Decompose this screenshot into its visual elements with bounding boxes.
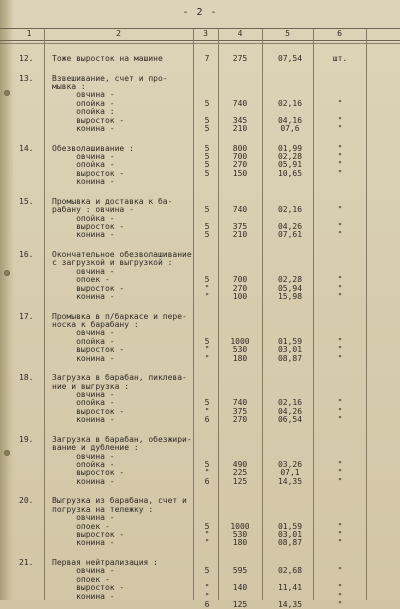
cell-col5: 10,65: [277, 168, 303, 178]
cell-col5: 07,6: [280, 124, 300, 133]
cell-col6: ": [337, 283, 343, 293]
column-divider: [262, 28, 263, 600]
cell-col4: 530: [232, 345, 248, 355]
cell-col4: 180: [232, 538, 248, 548]
cell-col5: 14,35: [277, 600, 303, 609]
operation-text: погрузка на тележку :: [52, 504, 154, 514]
cell-col6: шт.: [332, 54, 348, 63]
cell-col5: 01,59: [277, 521, 303, 531]
cell-col4: 800: [232, 143, 248, 153]
header-rule-double: [0, 43, 400, 44]
cell-col4: 1000: [230, 521, 250, 531]
cell-col6: ": [337, 168, 343, 178]
cell-col6: ": [337, 583, 343, 593]
operation-text: опойка -: [52, 460, 115, 469]
cell-col6: ": [337, 222, 343, 231]
column-header: 5: [285, 29, 290, 38]
operation-text: мывка :: [52, 82, 86, 91]
operation-text: овчина -: [52, 266, 115, 276]
cell-col3: 5: [204, 521, 210, 531]
operation-text: конина -: [52, 230, 115, 240]
cell-col5: 01,99: [277, 143, 303, 153]
row-number: 13.: [19, 73, 34, 83]
cell-col6: ": [337, 406, 343, 416]
operation-text: конина -: [52, 292, 115, 301]
cell-col3: 5: [204, 168, 210, 178]
cell-col6: ": [337, 115, 343, 125]
cell-col3: 5: [204, 275, 210, 285]
operation-text: опоек -: [52, 574, 110, 584]
operation-text: конина -: [52, 591, 115, 601]
cell-col3: 5: [204, 230, 210, 240]
column-header: 3: [203, 29, 208, 38]
cell-col3: 7: [204, 54, 210, 63]
cell-col6: ": [337, 160, 343, 170]
column-divider: [218, 28, 219, 600]
cell-col6: ": [337, 468, 343, 478]
cell-col3: 5: [204, 222, 210, 231]
cell-col6: ": [337, 398, 343, 408]
cell-col4: 490: [232, 460, 248, 469]
cell-col6: ": [337, 124, 343, 133]
column-header: 2: [116, 29, 121, 38]
operation-text: выросток -: [52, 468, 125, 478]
operation-text: Выгрузка из барабана, счет и: [52, 496, 187, 506]
cell-col5: 02,68: [277, 566, 303, 576]
operation-text: выросток -: [52, 530, 125, 539]
column-divider: [366, 28, 367, 600]
cell-col3: ": [204, 538, 210, 548]
cell-col6: ": [337, 152, 343, 161]
cell-col5: 04,26: [277, 222, 303, 231]
operation-text: опойка :: [52, 107, 115, 117]
cell-col5: 07,61: [277, 230, 303, 240]
punch-hole: [4, 270, 10, 276]
cell-col4: 125: [232, 600, 248, 609]
cell-col6: ": [337, 566, 343, 576]
cell-col4: 225: [232, 468, 248, 478]
cell-col3: 6: [204, 600, 210, 609]
column-header: 1: [26, 29, 32, 38]
cell-col4: 530: [232, 530, 248, 539]
operation-text: овчина -: [52, 451, 115, 461]
cell-col6: ": [337, 143, 343, 153]
cell-col6: ": [337, 353, 343, 363]
column-divider: [313, 28, 314, 600]
cell-col3: ": [204, 591, 210, 601]
row-number: 20.: [19, 496, 34, 506]
row-number: 15.: [19, 196, 34, 206]
operation-text: опоек -: [52, 275, 110, 285]
operation-text: выросток -: [52, 406, 125, 416]
cell-col3: 6: [204, 415, 210, 425]
cell-col3: 5: [204, 124, 210, 133]
cell-col5: 08,87: [277, 353, 303, 363]
cell-col6: ": [337, 591, 343, 601]
operation-text: опоек -: [52, 521, 110, 531]
cell-col3: 5: [204, 566, 210, 576]
operation-text: конина -: [52, 476, 115, 486]
cell-col5: 02,16: [277, 205, 303, 215]
column-divider: [44, 28, 45, 600]
operation-text: опойка -: [52, 213, 115, 223]
punch-hole: [4, 450, 10, 456]
cell-col3: ": [204, 406, 210, 416]
operation-text: Промывка в п/баркасе и пере-: [52, 311, 187, 321]
cell-col4: 1000: [230, 336, 250, 346]
operation-text: Загрузка в барабан, пиклева-: [52, 373, 187, 383]
cell-col5: 05,94: [277, 283, 303, 293]
operation-text: опойка -: [52, 98, 115, 108]
operation-text: конина -: [52, 353, 115, 363]
operation-text: опойка -: [52, 336, 115, 346]
cell-col4: 375: [232, 406, 248, 416]
cell-col3: 5: [204, 143, 210, 153]
row-number: 14.: [19, 143, 34, 153]
cell-col6: ": [337, 521, 343, 531]
operation-text: носка к барабану :: [52, 320, 139, 329]
cell-col4: 740: [232, 98, 248, 108]
cell-col3: ": [204, 292, 210, 301]
operation-text: Промывка и доставка к ба-: [52, 196, 173, 206]
cell-col3: ": [204, 353, 210, 363]
cell-col4: 125: [232, 476, 248, 486]
cell-col6: ": [337, 275, 343, 285]
operation-text: Тоже выросток на машине: [52, 54, 163, 63]
cell-col5: 07,1: [280, 468, 300, 478]
cell-col6: ": [337, 336, 343, 346]
cell-col3: 5: [204, 115, 210, 125]
cell-col6: ": [337, 345, 343, 355]
cell-col3: 5: [204, 336, 210, 346]
cell-col5: 04,16: [277, 115, 303, 125]
operation-text: конина -: [52, 124, 115, 133]
cell-col3: 5: [204, 160, 210, 170]
row-number: 21.: [19, 558, 34, 567]
row-number: 12.: [19, 54, 34, 63]
operation-text: выросток -: [52, 583, 125, 593]
cell-col3: 5: [204, 460, 210, 469]
cell-col4: 595: [232, 566, 248, 576]
operation-text: конина -: [52, 177, 115, 187]
operation-text: ние и выгрузка :: [52, 381, 130, 391]
operation-text: Окончательное обезволашивание: [52, 250, 192, 259]
cell-col4: 740: [232, 205, 248, 215]
operation-text: рабану : овчина -: [52, 205, 134, 215]
cell-col4: 270: [232, 160, 248, 170]
cell-col4: 270: [232, 283, 248, 293]
operation-text: выросток -: [52, 345, 125, 355]
cell-col6: ": [337, 98, 343, 108]
column-header: 4: [237, 29, 243, 38]
cell-col5: 02,28: [277, 152, 303, 161]
cell-col6: ": [337, 205, 343, 215]
cell-col4: 700: [232, 275, 248, 285]
cell-col5: 02,28: [277, 275, 303, 285]
operation-text: выросток -: [52, 168, 125, 178]
operation-text: конина -: [52, 538, 115, 548]
operation-text: выросток -: [52, 115, 125, 125]
operation-text: выросток -: [52, 283, 125, 293]
cell-col4: 100: [232, 292, 248, 301]
cell-col3: ": [204, 468, 210, 478]
cell-col5: 02,16: [277, 98, 303, 108]
operation-text: конина -: [52, 415, 115, 425]
operation-text: Первая нейтрализация :: [52, 558, 158, 567]
row-number: 18.: [19, 373, 34, 383]
operation-text: опойка -: [52, 398, 115, 408]
cell-col4: 180: [232, 353, 248, 363]
cell-col4: 275: [232, 54, 248, 63]
cell-col5: 03,26: [277, 460, 303, 469]
operation-text: овчина -: [52, 152, 115, 161]
cell-col3: ": [204, 583, 210, 593]
column-header: 6: [337, 29, 342, 38]
cell-col3: 5: [204, 98, 210, 108]
cell-col4: 140: [232, 583, 248, 593]
cell-col6: ": [337, 292, 343, 301]
punch-hole: [4, 90, 10, 96]
cell-col3: 5: [204, 205, 210, 215]
cell-col5: 02,16: [277, 398, 303, 408]
header-rule: [0, 40, 400, 41]
operation-text: овчина -: [52, 328, 115, 338]
cell-col4: 345: [232, 115, 248, 125]
operation-text: овчина -: [52, 390, 115, 399]
cell-col6: ": [337, 476, 343, 486]
cell-col5: 06,54: [277, 415, 303, 425]
cell-col4: 270: [232, 415, 248, 425]
cell-col5: 08,87: [277, 538, 303, 548]
cell-col3: 5: [204, 398, 210, 408]
operation-text: выросток -: [52, 222, 125, 231]
cell-col3: ": [204, 345, 210, 355]
cell-col6: ": [337, 230, 343, 240]
cell-col5: 05,91: [277, 160, 303, 170]
column-divider: [193, 28, 194, 600]
cell-col3: 6: [204, 476, 210, 486]
cell-col5: 14,35: [277, 476, 303, 486]
row-number: 17.: [19, 311, 34, 321]
cell-col4: 740: [232, 398, 248, 408]
operation-text: вание и дубление :: [52, 443, 139, 453]
page-number: - 2 -: [182, 7, 218, 18]
row-number: 16.: [19, 250, 34, 259]
cell-col6: ": [337, 538, 343, 548]
cell-col5: 11,41: [277, 583, 303, 593]
cell-col6: ": [337, 460, 343, 469]
operation-text: с загрузкой и выгрузкой :: [52, 258, 173, 268]
operation-text: Обезволашивание :: [52, 143, 134, 153]
row-number: 19.: [19, 434, 34, 444]
cell-col5: 01,59: [277, 336, 303, 346]
cell-col4: 700: [232, 152, 248, 161]
cell-col4: 210: [232, 124, 248, 133]
cell-col5: 04,26: [277, 406, 303, 416]
cell-col3: ": [204, 530, 210, 539]
cell-col4: 150: [232, 168, 248, 178]
operation-text: опойка -: [52, 160, 115, 170]
cell-col6: ": [337, 600, 343, 609]
cell-col6: ": [337, 415, 343, 425]
cell-col3: ": [204, 283, 210, 293]
operation-text: овчина -: [52, 566, 115, 576]
cell-col5: 03,01: [277, 530, 303, 539]
cell-col5: 15,98: [277, 292, 303, 301]
operation-text: Загрузка в барабан, обезжири-: [52, 434, 192, 444]
cell-col4: 375: [232, 222, 248, 231]
operation-text: овчина -: [52, 90, 115, 100]
cell-col3: 5: [204, 152, 210, 161]
cell-col5: 07,54: [277, 54, 303, 63]
operation-text: Взвешивание, счет и про-: [52, 73, 168, 83]
cell-col5: 03,01: [277, 345, 303, 355]
cell-col4: 210: [232, 230, 248, 240]
cell-col6: ": [337, 530, 343, 539]
operation-text: овчина -: [52, 513, 115, 523]
